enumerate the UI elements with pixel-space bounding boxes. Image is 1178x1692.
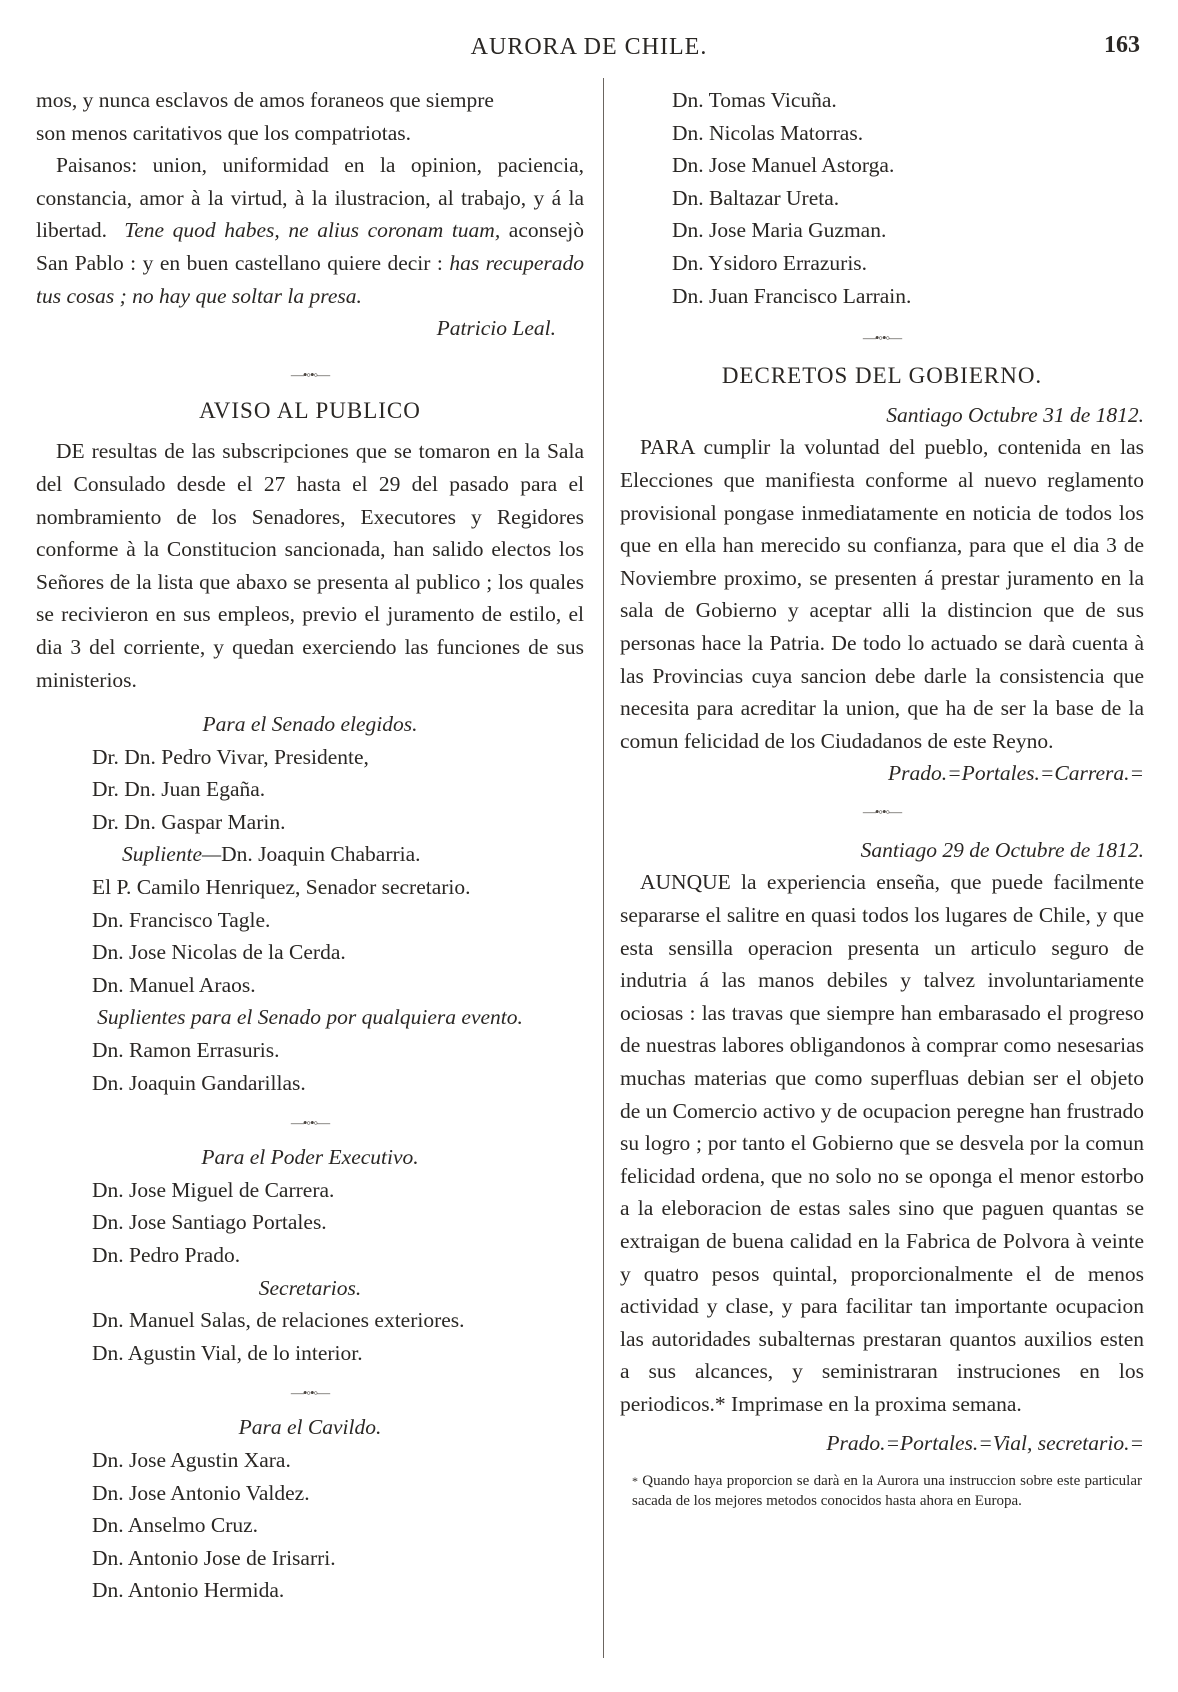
latin-quote: Tene quod habes, ne alius coronam tuam, — [124, 218, 501, 243]
continuation-line: son menos caritativos que los compatriotas. — [36, 120, 411, 145]
secretary-name: Dn. Manuel Salas, de relaciones exteriores. — [92, 1308, 465, 1333]
cabildo-name: Dn. Juan Francisco Larrain. — [672, 283, 912, 308]
column-divider — [603, 78, 604, 1658]
poder-heading: Para el Poder Executivo. — [201, 1145, 419, 1170]
continuation-line: mos, y nunca esclavos de amos foraneos que siempre — [36, 88, 494, 112]
executive-name: Dn. Pedro Prado. — [92, 1243, 241, 1267]
aviso-text: DE resultas de las subscripciones que se tomaron en la Sala del Consulado desde el 27 hasta el 29 del pasado para el nombramiento de los Senadores, Executores y Regidores conforme à la Constitucion sancionada, han salido electos los Señores de la lista que abaxo se presenta al publico ; los quales se recivieron en sus empleos, previo el juramento de estilo, el dia 3 del corriente, y quedan exerciendo las funciones de sus ministerios. — [36, 439, 584, 692]
decretos-title: DECRETOS DEL GOBIERNO. — [721, 363, 1043, 389]
suplente-line — [36, 838, 584, 871]
aviso-title: AVISO AL PUBLICO — [199, 397, 421, 423]
paragraph-text: aconsejò San Pablo : y en buen castellano quiere decir : — [36, 218, 585, 275]
cabildo-name: Dn. Baltazar Ureta. — [672, 185, 840, 210]
cabildo-name: Dn. Anselmo Cruz. — [92, 1513, 259, 1538]
senator-name: Dn. Francisco Tagle. — [92, 907, 271, 932]
cabildo-name: Dn. Antonio Jose de Irisarri. — [92, 1545, 336, 1570]
footnote-text: Quando haya proporcion se darà en la Aurora una instruccion sobre este particular sacada de los mejores metodos conocidos hasta ahora en Europa. — [632, 1473, 1142, 1510]
executive-name: Dn. Jose Santiago Portales. — [92, 1210, 327, 1235]
cabildo-name: Dn. Jose Agustin Xara. — [92, 1447, 291, 1472]
senado-heading: Para el Senado elegidos. — [202, 712, 418, 737]
right-column — [620, 84, 1144, 1511]
cabildo-name: Dn. Jose Antonio Valdez. — [92, 1480, 310, 1505]
suplente-label: Supliente— — [122, 842, 222, 867]
footnote-mark: * — [632, 1474, 638, 1489]
page-header — [30, 28, 1148, 68]
senator-name: El P. Camilo Henriquez, Senador secretario. — [92, 875, 471, 900]
senator-name: Dr. Dn. Juan Egaña. — [92, 777, 266, 802]
senator-name: Dn. Manuel Araos. — [92, 972, 256, 997]
footnote — [620, 1471, 1144, 1511]
decree-date: Santiago Octubre 31 de 1812. — [886, 402, 1144, 427]
paisanos-paragraph — [36, 149, 584, 312]
left-column — [36, 84, 584, 1607]
ornament-divider: —•◦•◦— — [290, 366, 330, 382]
paragraph-text: Paisanos: union, uniformidad en la opinion, paciencia, constancia, amor à la virtud, à la ilustracion, al trabajo, y á la libertad. — [36, 153, 584, 243]
cabildo-name: Dn. Tomas Vicuña. — [672, 88, 837, 112]
cabildo-name: Dn. Ysidoro Errazuris. — [672, 250, 868, 275]
cabildo-name: Dn. Jose Maria Guzman. — [672, 218, 887, 243]
suplente-name: Dn. Joaquin Chabarria. — [221, 842, 421, 867]
cabildo-name: Dn. Nicolas Matorras. — [672, 120, 864, 145]
ornament-divider: —•◦•◦— — [290, 1385, 330, 1401]
decree-signature: Prado.=Portales.=Vial, secretario.= — [826, 1430, 1144, 1455]
decree-date: Santiago 29 de Octubre de 1812. — [860, 837, 1144, 862]
spanish-quote: has recuperado tus cosas ; no hay que soltar la presa. — [36, 250, 584, 308]
running-title: AURORA DE CHILE. — [470, 34, 708, 60]
suplentes-heading: Suplientes para el Senado por qualquiera evento. — [97, 1005, 523, 1030]
secretarios-heading: Secretarios. — [258, 1275, 362, 1300]
suplente-name: Dn. Joaquin Gandarillas. — [92, 1070, 306, 1095]
suplente-name: Dn. Ramon Errasuris. — [92, 1038, 280, 1063]
senator-name: Dr. Dn. Gaspar Marin. — [92, 809, 286, 834]
senator-name: Dn. Jose Nicolas de la Cerda. — [92, 940, 346, 965]
cabildo-name: Dn. Antonio Hermida. — [92, 1578, 285, 1603]
cabildo-heading: Para el Cavildo. — [238, 1415, 382, 1440]
author-signature: Patricio Leal. — [436, 316, 556, 341]
decree-text: PARA cumplir la voluntad del pueblo, contenida en las Elecciones que manifiesta conforme al nuevo reglamento provisional pongase inmediatamente en noticia de todos los que en ella han merecido su confianza, para que el dia 3 de Noviembre proximo, se presenten á prestar juramento en la sala de Gobierno y aceptar alli la distincion que de sus personas hace la Patria. De todo lo actuado se darà cuenta à las Provincias cuya sancion debe darle la consistencia que necesita para acreditar la union, que ha de ser la base de la comun felicidad de los Ciudadanos de este Reyno. — [620, 435, 1144, 753]
executive-name: Dn. Jose Miguel de Carrera. — [92, 1177, 335, 1202]
ornament-divider: —•◦•◦— — [862, 803, 902, 819]
senator-name: Dr. Dn. Pedro Vivar, Presidente, — [92, 744, 369, 769]
secretary-name: Dn. Agustin Vial, de lo interior. — [92, 1340, 363, 1365]
ornament-divider: —•◦•◦— — [862, 330, 902, 346]
ornament-divider: —•◦•◦— — [290, 1115, 330, 1131]
decree-text: AUNQUE la experiencia enseña, que puede facilmente separarse el salitre en quasi todos los lugares de Chile, y que esta sensilla operacion presenta un articulo seguro de indutria á las manos debiles y talvez involuntariamente ociosas : las travas que siempre han embarasado el progreso de nuestras labores obligandonos à comprar como nesesarias muchas materias que como superfluas debian ser el objeto de un Comercio activo y de ocupacion peregne han frustrado su logro ; por tanto el Gobierno que se desvela por la comun felicidad ordena, que no solo no se oponga el menor estorbo a la eleboracion de estas sales sino que paguen quantas se extraigan de buena calidad en la Fabrica de Polvora à veinte y quatro pesos quintal, proporcionalmente el de menos actividad y clase, y para facilitar tan importante ocupacion las autoridades subalternas prestaran quantos auxilios esten a sus alcances, y seministraran instruciones en los periodicos.* Imprimase en la proxima semana. — [620, 870, 1144, 1416]
decree-signature: Prado.=Portales.=Carrera.= — [888, 761, 1144, 786]
page-number: 163 — [1104, 32, 1140, 58]
cabildo-name: Dn. Jose Manuel Astorga. — [672, 153, 895, 178]
